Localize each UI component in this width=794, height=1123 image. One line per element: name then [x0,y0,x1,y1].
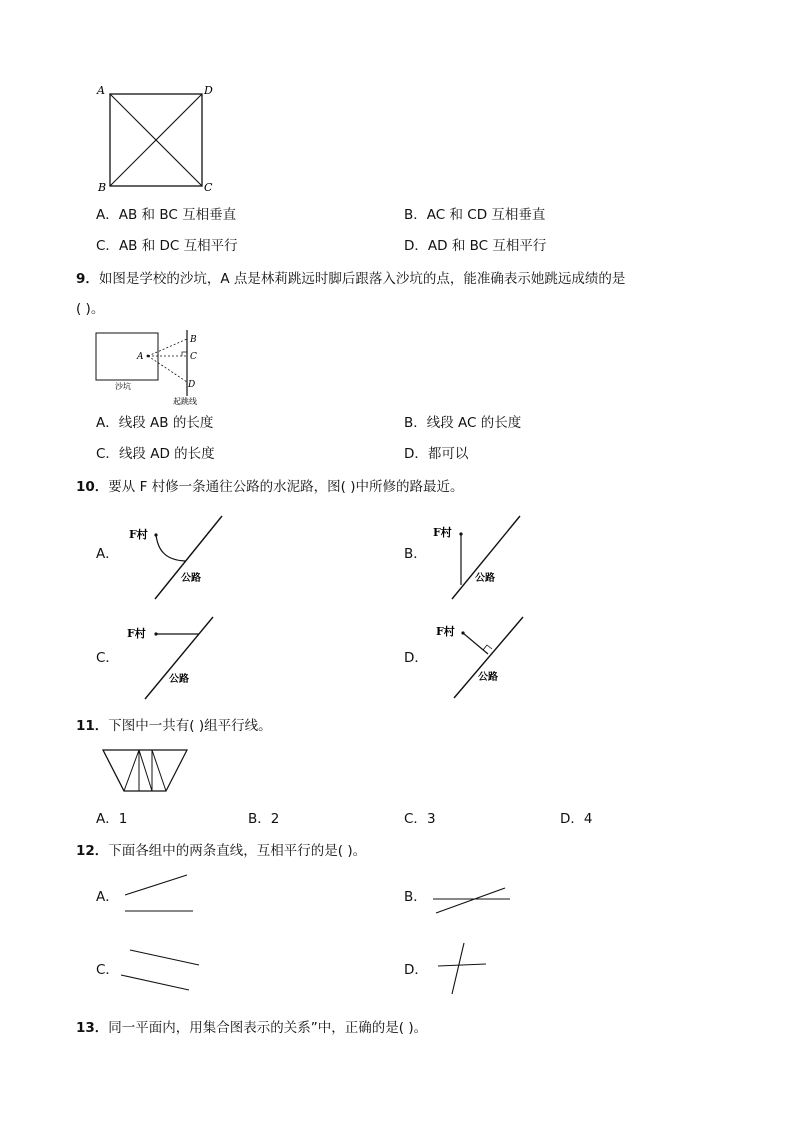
right-angle-mark [483,645,492,650]
q10-option-c-letter[interactable]: C． [96,650,119,666]
option-text: 3 [426,811,436,827]
village-label: F村 [436,625,455,638]
inner-line-4 [139,750,152,791]
q12-stem [76,842,366,860]
question-text: 要从 F 村修一条通往公路的水泥路，图( )中所修的路最近。 [108,479,464,495]
q9-stem-line2: ( )。 [76,301,105,317]
segment-ab [148,339,187,356]
line-2 [436,888,505,913]
q10-stem [76,478,463,496]
option-text: 1 [118,811,128,827]
option-letter: C． [404,811,427,827]
road-label: 公路 [475,573,495,584]
inner-line-2 [124,750,139,791]
q12-option-a-letter[interactable]: A． [96,889,119,905]
q11-option-d[interactable] [560,810,593,828]
q11-option-a[interactable] [96,810,127,828]
q12-option-c-letter[interactable]: C． [96,962,119,978]
line-2 [121,975,189,990]
label-b: B [190,335,197,345]
question-text: 如图是学校的沙坑，A 点是林莉跳远时脚后跟落入沙坑的点，能准确表示她跳远成绩的是 [98,271,626,287]
label-c: C [204,181,213,194]
q10-option-a-letter[interactable]: A． [96,546,119,562]
segment-ad [148,356,187,382]
takeoff-line-label: 起跳线 [173,397,197,406]
q10-figure-a[interactable] [125,514,230,604]
option-text: 4 [583,811,593,827]
option-text: 2 [270,811,280,827]
option-text: AC 和 CD 互相垂直 [426,207,546,223]
road-line [454,617,523,698]
village-label: F村 [127,627,146,640]
q9-option-b[interactable] [404,414,521,432]
q11-trapezoid-figure [100,748,190,794]
q9-option-c[interactable] [96,445,215,463]
village-label: F村 [129,528,148,541]
q10-figure-b[interactable] [430,514,535,604]
line-1 [125,875,187,895]
option-letter: C． [96,238,119,254]
option-letter: B． [404,415,427,431]
question-number: 10． [76,479,109,495]
village-label: F村 [433,526,452,539]
q12-figure-b[interactable] [428,880,518,920]
question-number: 13． [76,1020,109,1036]
option-text: 线段 AC 的长度 [426,415,522,431]
road-label: 公路 [478,672,498,683]
road-line [145,617,213,699]
q9-option-d[interactable] [404,445,468,463]
label-a: A [97,84,105,97]
question-text: 下图中一共有( )组平行线。 [108,718,272,734]
option-letter: D． [404,238,428,254]
perpendicular-path [463,633,488,654]
question-text: 下面各组中的两条直线，互相平行的是( )。 [108,843,367,859]
q8-square-figure [95,82,225,194]
option-letter: D． [404,446,428,462]
option-letter: A． [96,415,119,431]
line-2 [452,943,464,994]
q11-option-c[interactable] [404,810,436,828]
q10-option-d-letter[interactable]: D． [404,650,428,666]
label-d: D [188,380,196,390]
line-1 [130,950,199,965]
q11-stem [76,717,272,735]
q10-figure-c[interactable] [125,615,230,705]
option-letter: A． [96,207,119,223]
q9-sandpit-figure [95,330,225,408]
inner-line-6 [152,750,166,791]
q12-option-d-letter[interactable]: D． [404,962,428,978]
option-letter: A． [96,811,119,827]
option-text: 线段 AD 的长度 [118,446,215,462]
q12-option-b-letter[interactable]: B． [404,889,427,905]
label-d: D [204,84,213,97]
q12-figure-d[interactable] [434,940,494,996]
q9-option-a[interactable] [96,414,213,432]
q10-figure-d[interactable] [430,610,535,705]
q9-stem [76,270,625,288]
option-text: 都可以 [427,446,469,462]
right-angle-mark [182,352,187,356]
q12-figure-a[interactable] [120,870,200,916]
q13-stem [76,1019,427,1037]
road-label: 公路 [181,573,201,584]
inner-line-1 [103,750,124,791]
question-number: 12． [76,843,109,859]
q8-option-a[interactable] [96,206,236,224]
option-text: 线段 AB 的长度 [118,415,214,431]
option-text: AB 和 DC 互相平行 [118,238,238,254]
label-c: C [190,352,197,362]
q8-option-d[interactable] [404,237,546,255]
question-text: 同一平面内，用集合图表示的关系”中，正确的是( )。 [108,1020,428,1036]
question-number: 11． [76,718,109,734]
option-letter: B． [248,811,271,827]
q11-option-b[interactable] [248,810,279,828]
q8-option-b[interactable] [404,206,545,224]
q8-option-c[interactable] [96,237,238,255]
option-letter: B． [404,207,427,223]
curved-path [156,535,185,561]
q12-figure-c[interactable] [118,943,208,995]
option-text: AB 和 BC 互相垂直 [118,207,237,223]
option-text: AD 和 BC 互相平行 [427,238,547,254]
line-1 [438,964,486,966]
road-label: 公路 [169,674,189,685]
option-letter: C． [96,446,119,462]
label-b: B [98,181,107,194]
sandpit-label: 沙坑 [115,382,131,391]
road-line [155,516,222,599]
question-number: 9． [76,271,99,287]
label-a: A [137,352,144,362]
road-line [452,516,520,599]
q10-option-b-letter[interactable]: B． [404,546,427,562]
option-letter: D． [560,811,584,827]
